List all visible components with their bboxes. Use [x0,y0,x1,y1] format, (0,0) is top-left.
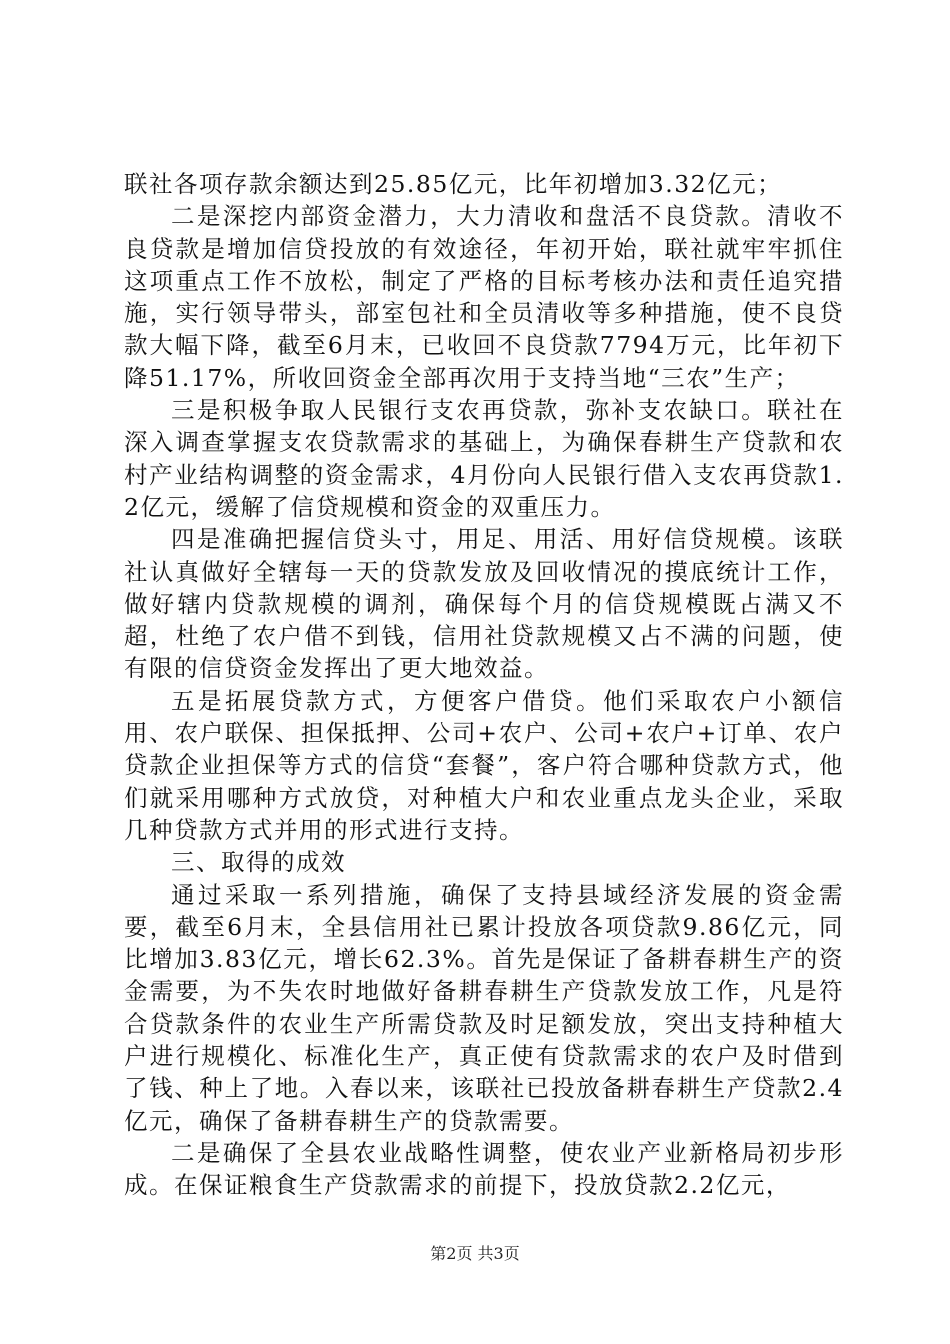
paragraph-deposit-summary: 联社各项存款余额达到25.85亿元，比年初增加3.32亿元； [124,170,783,198]
paragraph-loan-methods: 五是拓展贷款方式，方便客户借贷。他们采取农户小额信用、农户联保、担保抵押、公司+农户、公司+农户+订单、农户贷款企业担保等方式的信贷“套餐”，客户符合哪种贷款方式，他们就采用哪种方式放贷，对种植大户和农业重点龙头企业，采取几种贷款方式并用的形式进行支持。 [124,686,844,844]
section-heading-results: 三、取得的成效 [171,848,346,877]
paragraph-bad-loan-recovery: 二是深挖内部资金潜力，大力清收和盘活不良贷款。清收不良贷款是增加信贷投放的有效途径，年初开始，联社就牢牢抓住这项重点工作不放松，制定了严格的目标考核办法和责任追究措施，实行领导带头，部室包社和全员清收等多种措施，使不良贷款大幅下降，截至6月末，已收回不良贷款7794万元，比年初下降51.17%，所收回资金全部再次用于支持当地“三农”生产； [124,202,844,392]
paragraph-results-overview: 通过采取一系列措施，确保了支持县域经济发展的资金需要，截至6月末，全县信用社已累计投放各项贷款9.86亿元，同比增加3.83亿元，增长62.3%。首先是保证了备耕春耕生产的资金需要，为不失农时地做好备耕春耕生产贷款发放工作，凡是符合贷款条件的农业生产所需贷款及时足额发放，突出支持种植大户进行规模化、标准化生产，真正使有贷款需求的农户及时借到了钱、种上了地。入春以来，该联社已投放备耕春耕生产贷款2.4亿元，确保了备耕春耕生产的贷款需要。 [124,880,844,1135]
paragraph-central-bank-relending: 三是积极争取人民银行支农再贷款，弥补支农缺口。联社在深入调查掌握支农贷款需求的基础上，为确保春耕生产贷款和农村产业结构调整的资金需求，4月份向人民银行借入支农再贷款1.2亿元，缓解了信贷规模和资金的双重压力。 [124,396,844,521]
page-number: 第2页 共3页 [430,1244,520,1263]
page-footer [0,1244,950,1264]
paragraph-credit-scale: 四是准确把握信贷头寸，用足、用活、用好信贷规模。该联社认真做好全辖每一天的贷款发放及回收情况的摸底统计工作，做好辖内贷款规模的调剂，确保每个月的信贷规模既占满又不超，杜绝了农户借不到钱，信用社贷款规模又占不满的问题，使有限的信贷资金发挥出了更大地效益。 [124,525,844,683]
document-body [124,168,844,1202]
paragraph-agricultural-adjustment: 二是确保了全县农业战略性调整，使农业产业新格局初步形成。在保证粮食生产贷款需求的前提下，投放贷款2.2亿元， [124,1138,844,1200]
